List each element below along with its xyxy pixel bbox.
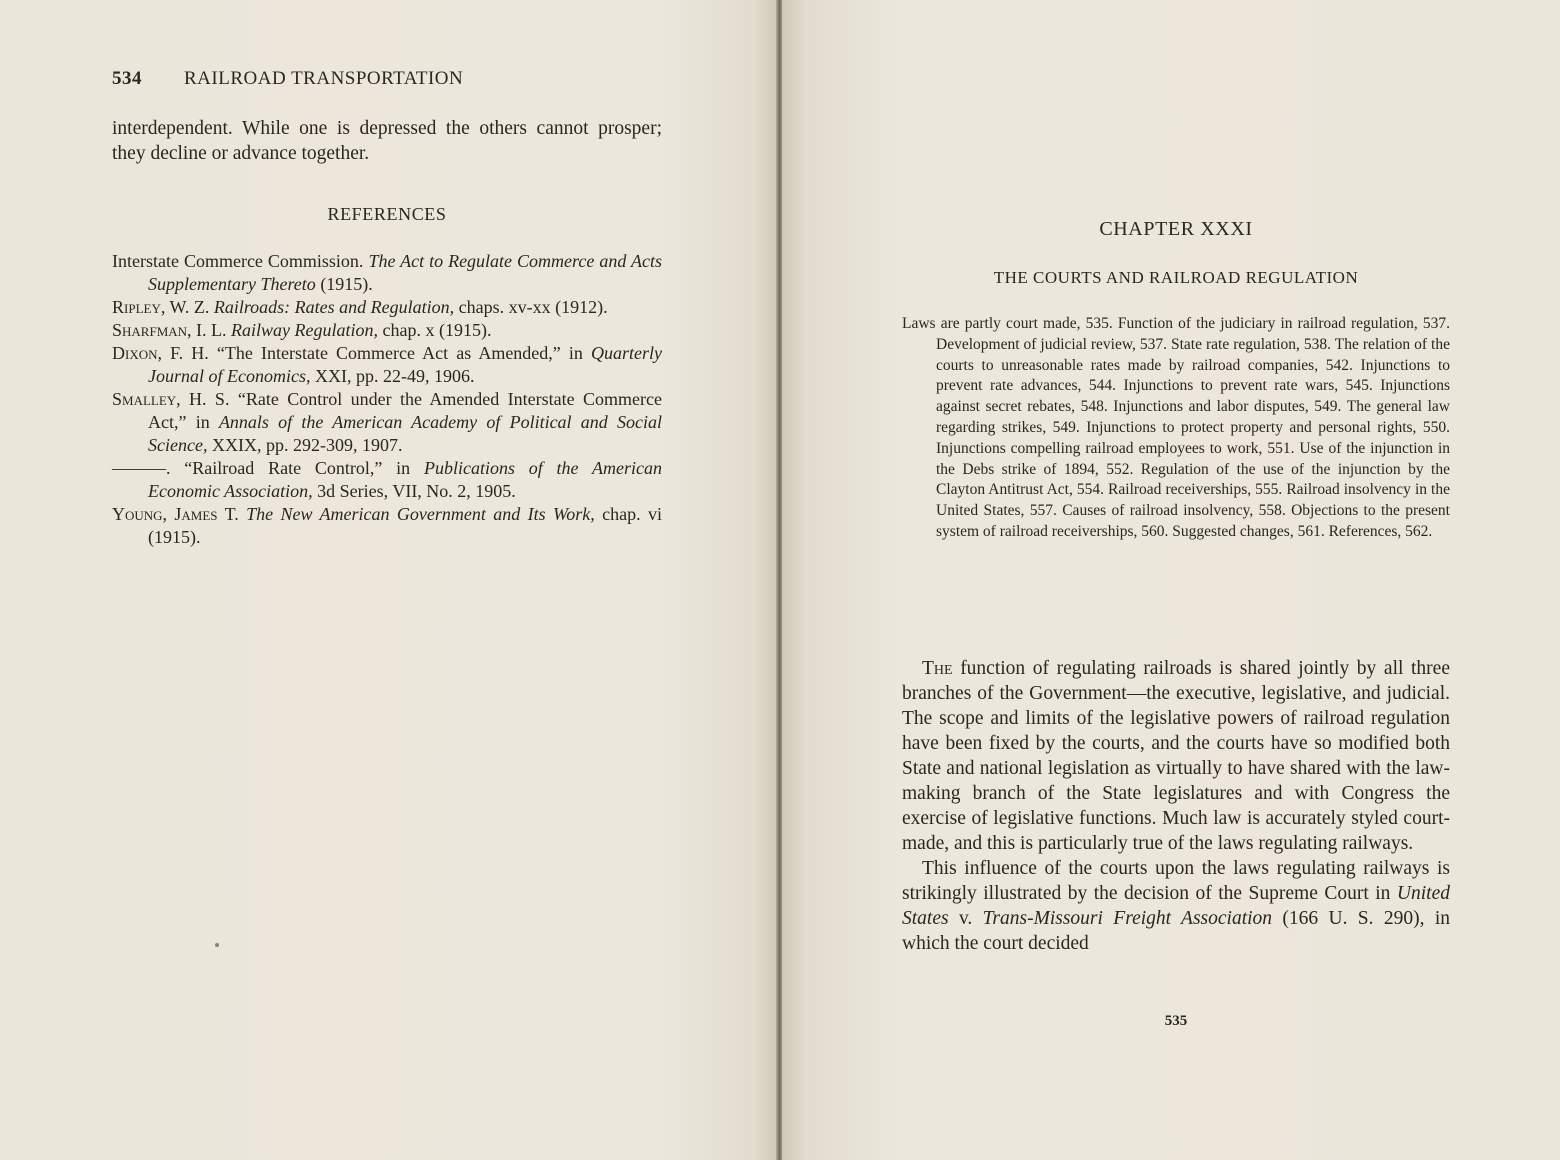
reference-details: chaps. xv-xx (1912). xyxy=(454,297,608,317)
references-heading: REFERENCES xyxy=(327,204,447,224)
page-number-right: 535 xyxy=(1164,1013,1188,1029)
chapter-title: CHAPTER XXXI xyxy=(1099,218,1253,240)
reference-item xyxy=(112,342,662,388)
paragraph-text: (166 U. S. 290), in which the court decided xyxy=(902,908,1451,954)
paragraph-text: This influence of the courts upon the laws regulating railways is strikingly illustrated by the decision of the Supreme Court in xyxy=(902,858,1450,904)
reference-article: “Rate Control under the Amended Interstate Commerce Act,” in xyxy=(148,389,662,432)
paragraph-lead: The xyxy=(922,658,953,679)
left-page xyxy=(0,0,778,1160)
references-list xyxy=(112,250,662,549)
right-page xyxy=(782,0,1560,1160)
reference-title: The Act to Regulate Commerce and Acts Supplementary Thereto xyxy=(148,251,662,294)
reference-title: The New American Government and Its Work, xyxy=(246,504,595,524)
paragraph xyxy=(902,656,1450,856)
case-name: United States xyxy=(902,883,1450,929)
reference-article: “The Interstate Commerce Act as Amended,” in xyxy=(208,343,592,363)
reference-author: Interstate Commerce Commission. xyxy=(112,251,364,271)
reference-details: XXIX, pp. 292-309, 1907. xyxy=(207,435,403,455)
reference-author: Young, James T. xyxy=(112,504,239,524)
reference-details: XXI, pp. 22-49, 1906. xyxy=(310,366,475,386)
reference-title: Quarterly Journal of Economics, xyxy=(148,343,663,386)
reference-title: Annals of the American Academy of Political and Social Science, xyxy=(148,412,663,455)
continued-text: interdependent. While one is depressed the others cannot prosper; they decline or advance together. xyxy=(112,118,662,164)
reference-title: Publications of the American Economic Association, xyxy=(148,458,662,501)
reference-author-dash: ———. xyxy=(112,458,171,478)
reference-title: Railroads: Rates and Regulation, xyxy=(213,297,455,317)
reference-details: (1915). xyxy=(315,274,373,294)
reference-article: “Railroad Rate Control,” in xyxy=(170,458,424,478)
reference-title: Railway Regulation, xyxy=(231,320,378,340)
reference-author: Sharfman, I. L. xyxy=(112,320,227,340)
reference-author: Ripley, W. Z. xyxy=(112,297,210,317)
paper-speck xyxy=(215,943,219,947)
running-head-left xyxy=(112,68,672,90)
reference-item xyxy=(112,296,662,319)
reference-item xyxy=(112,388,662,457)
reference-item xyxy=(112,319,662,342)
reference-item xyxy=(112,503,662,549)
reference-item xyxy=(112,250,662,296)
reference-details: chap. vi (1915). xyxy=(148,504,663,547)
page-number-left: 534 xyxy=(112,68,142,89)
chapter-synopsis: Laws are partly court made, 535. Function of the judiciary in railroad regulation, 537. Development of judicial review, 537. State rate regulation, 538. The relation of the courts to unreasonable rates made by railroad companies, 542. Injunctions to prevent rate advances, 544. Injunctions to prevent rate wars, 545. Injunctions against secret rebates, 548. Injunctions and labor disputes, 549. The general law regarding strikes, 549. Injunctions to protect property and personal rights, 550. Injunctions compelling railroad employees to work, 551. Use of the injunction in the Debs strike of 1894, 552. Regulation of the use of the injunction by the Clayton Antitrust Act, 554. Railroad receiverships, 555. Railroad insolvency in the United States, 557. Causes of railroad insolvency, 558. Objections to the present system of railroad receiverships, 560. Suggested changes, 561. References, 562. xyxy=(902,315,1450,540)
paragraph xyxy=(902,856,1450,956)
paragraph-text: v. xyxy=(948,908,983,929)
paragraph-text: function of regulating railroads is shared jointly by all three branches of the Government—the executive, legislative, and judicial. The scope and limits of the legislative powers of railroad regulation have been fixed by the courts, and the courts have so modified both State and national legislation as virtually to have shared with the law-making branch of the State legislatures and with Congress the exercise of legislative functions. Much law is accurately styled court-made, and this is particularly true of the laws regulating railways. xyxy=(902,658,1450,854)
reference-details: 3d Series, VII, No. 2, 1905. xyxy=(312,481,516,501)
reference-author: Dixon, F. H. xyxy=(112,343,209,363)
chapter-subtitle: THE COURTS AND RAILROAD REGULATION xyxy=(993,268,1359,287)
reference-details: chap. x (1915). xyxy=(378,320,492,340)
chapter-body xyxy=(902,656,1450,956)
reference-item xyxy=(112,457,662,503)
reference-author: Smalley, H. S. xyxy=(112,389,230,409)
case-name: Trans-Missouri Freight Association xyxy=(982,908,1273,929)
running-head-title: RAILROAD TRANSPORTATION xyxy=(184,68,464,89)
